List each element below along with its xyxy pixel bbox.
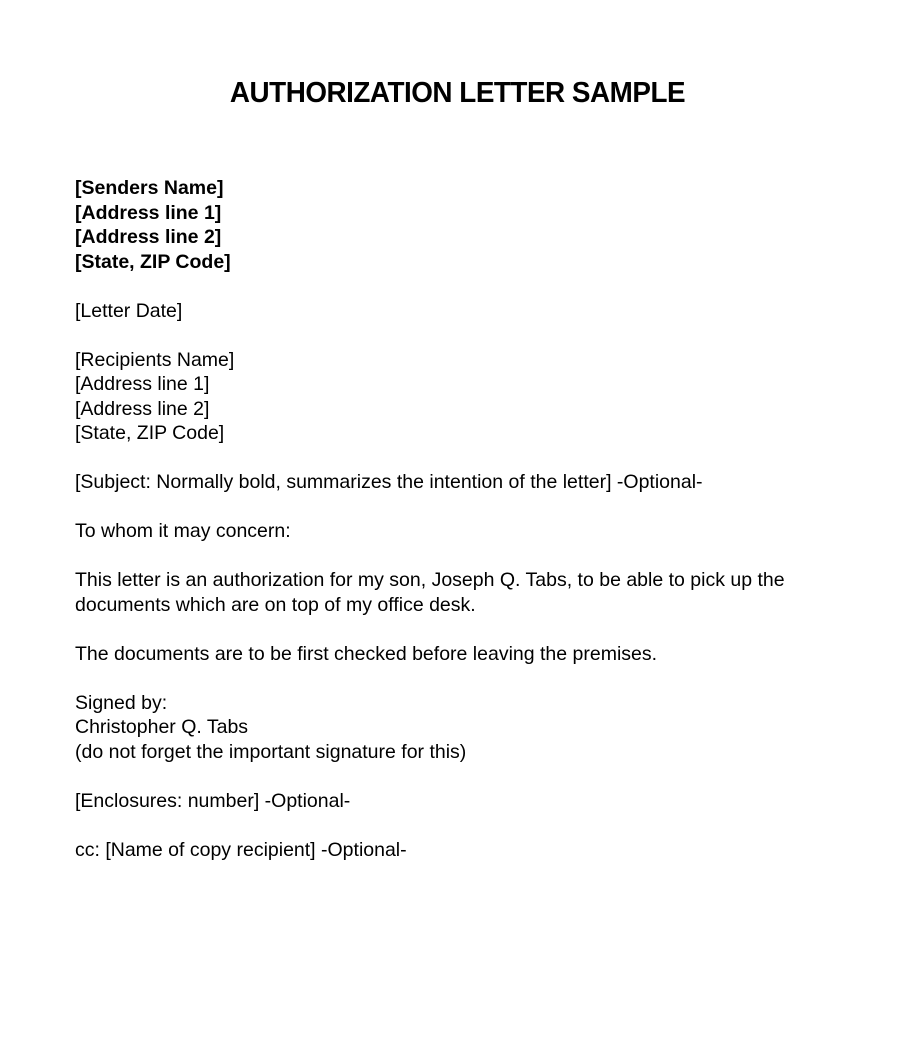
- signature-block: [75, 691, 840, 765]
- enclosures-line: [Enclosures: number] -Optional-: [75, 789, 351, 812]
- letter-date-block: [75, 299, 840, 324]
- signed-by-label: Signed by:: [75, 691, 168, 714]
- cc-block: [75, 838, 840, 863]
- signer-name: Christopher Q. Tabs: [75, 716, 249, 738]
- body-paragraph-1: This letter is an authorization for my son, Joseph Q. Tabs, to be able to pick up the documents which are on top of my office desk.: [75, 569, 785, 616]
- body-paragraph-2: The documents are to be first checked before leaving the premises.: [75, 642, 658, 665]
- document-title: AUTHORIZATION LETTER SAMPLE: [229, 77, 686, 109]
- salutation-block: [75, 519, 840, 544]
- sender-state-zip: [State, ZIP Code]: [75, 250, 231, 273]
- subject-line: [Subject: Normally bold, summarizes the intention of the letter] -Optional-: [75, 471, 703, 493]
- letter-date: [Letter Date]: [75, 299, 183, 322]
- recipient-address-line-2: [Address line 2]: [75, 397, 210, 420]
- sender-name: [Senders Name]: [75, 177, 224, 199]
- recipient-address-block: [75, 348, 840, 446]
- recipient-state-zip: [State, ZIP Code]: [75, 422, 225, 444]
- cc-line: cc: [Name of copy recipient] -Optional-: [75, 838, 407, 861]
- sender-address-line-2: [Address line 2]: [75, 226, 222, 248]
- signature-note: (do not forget the important signature for this): [75, 740, 467, 763]
- recipient-address-line-1: [Address line 1]: [75, 373, 210, 395]
- sender-address-block: [75, 176, 840, 274]
- enclosures-block: [75, 789, 840, 814]
- recipient-name: [Recipients Name]: [75, 348, 235, 371]
- subject-block: [75, 470, 840, 495]
- salutation: To whom it may concern:: [75, 520, 291, 542]
- sender-address-line-1: [Address line 1]: [75, 201, 222, 224]
